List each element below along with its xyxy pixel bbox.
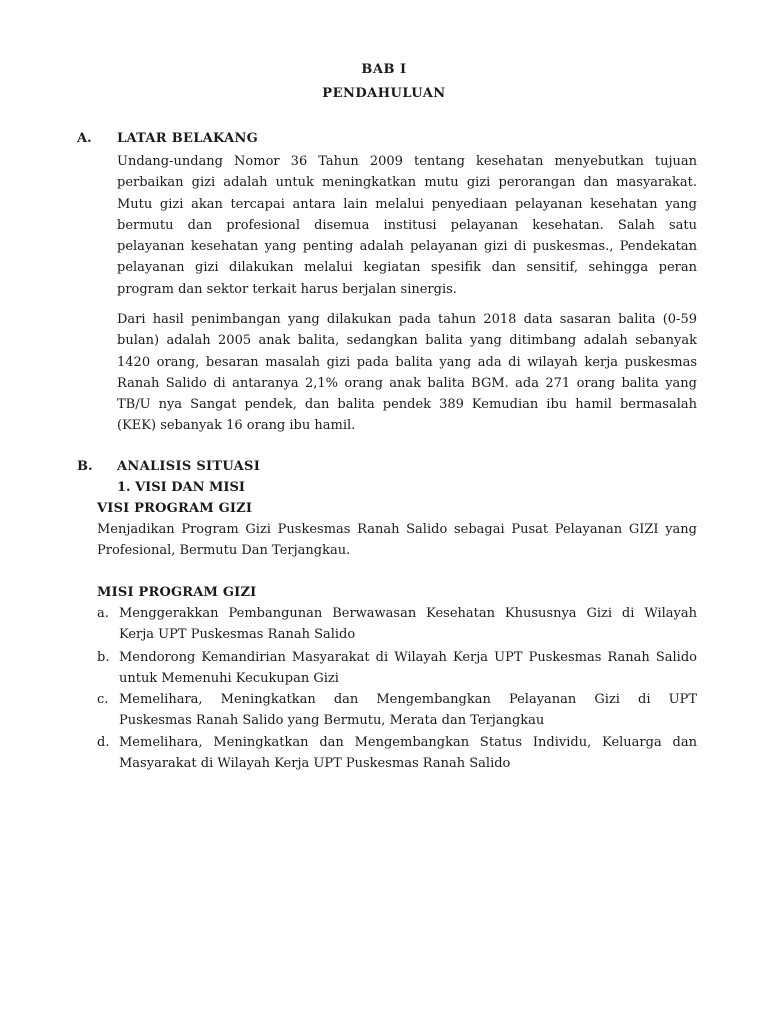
paragraph-line: program dan sektor terkait harus berjalan sinergis. <box>117 281 457 297</box>
visi-text <box>97 519 697 561</box>
misi-item-line: Menggerakkan Pembangunan Berwawasan Kesehatan Khususnya Gizi di Wilayah <box>119 606 697 621</box>
section-b-title: ANALISIS SITUASI <box>117 459 261 474</box>
misi-heading: MISI PROGRAM GIZI <box>97 585 257 600</box>
paragraph-line: 1420 orang, besaran masalah gizi pada balita yang ada di wilayah kerja puskesmas <box>117 354 697 370</box>
misi-item-label: d. <box>97 735 110 750</box>
misi-item-line: untuk Memenuhi Kecukupan Gizi <box>119 671 339 686</box>
visi-line: Profesional, Bermutu Dan Terjangkau. <box>97 543 351 558</box>
section-b-letter: B. <box>77 459 93 474</box>
visi-line: Menjadikan Program Gizi Puskesmas Ranah Salido sebagai Pusat Pelayanan GIZI yang <box>97 522 697 537</box>
misi-item-line: Memelihara, Meningkatkan dan Mengembangkan Status Individu, Keluarga dan <box>119 735 697 750</box>
misi-item-line: Puskesmas Ranah Salido yang Bermutu, Merata dan Terjangkau <box>119 713 545 728</box>
chapter-number: BAB I <box>361 62 407 77</box>
paragraph-line: pelayanan gizi dilakukan melalui kegiatan spesifik dan sensitif, sehingga peran <box>117 260 697 276</box>
paragraph-line: bulan) adalah 2005 anak balita, sedangkan balita yang ditimbang adalah sebanyak <box>117 333 697 349</box>
misi-item-line: Memelihara, Meningkatkan dan Mengembangkan Pelayanan Gizi di UPT <box>119 692 697 707</box>
misi-item-line: Masyarakat di Wilayah Kerja UPT Puskesmas Ranah Salido <box>119 756 511 771</box>
paragraph-line: Ranah Salido di antaranya 2,1% orang anak balita BGM. ada 271 orang balita yang <box>117 375 697 391</box>
misi-item-label: c. <box>97 692 109 707</box>
paragraph-line: pelayanan kesehatan yang penting adalah pelayanan gizi di puskesmas., Pendekatan <box>117 239 697 255</box>
section-a-title: LATAR BELAKANG <box>117 131 259 146</box>
section-a-paragraph-2 <box>117 309 697 437</box>
section-a-paragraph-1 <box>117 151 697 300</box>
paragraph-line: Dari hasil penimbangan yang dilakukan pada tahun 2018 data sasaran balita (0-59 <box>117 312 697 327</box>
paragraph-line: (KEK) sebanyak 16 orang ibu hamil. <box>117 418 356 434</box>
misi-item-line: Kerja UPT Puskesmas Ranah Salido <box>119 627 356 642</box>
misi-item-line: Mendorong Kemandirian Masyarakat di Wilayah Kerja UPT Puskesmas Ranah Salido <box>119 650 697 665</box>
chapter-title: PENDAHULUAN <box>322 86 446 101</box>
paragraph-line: Undang-undang Nomor 36 Tahun 2009 tentang kesehatan menyebutkan tujuan <box>117 154 697 169</box>
paragraph-line: perbaikan gizi adalah untuk meningkatkan mutu gizi perorangan dan masyarakat. <box>117 175 697 191</box>
section-a-letter: A. <box>77 131 92 146</box>
misi-item-label: a. <box>97 606 109 621</box>
subsection-title: 1. VISI DAN MISI <box>117 480 245 495</box>
visi-heading: VISI PROGRAM GIZI <box>97 501 253 516</box>
paragraph-line: Mutu gizi akan tercapai antara lain melalui penyediaan pelayanan kesehatan yang <box>117 196 697 212</box>
paragraph-line: TB/U nya Sangat pendek, dan balita pendek 389 Kemudian ibu hamil bermasalah <box>117 397 697 413</box>
misi-item-label: b. <box>97 650 110 665</box>
paragraph-line: bermutu dan profesional disemua institusi pelayanan kesehatan. Salah satu <box>117 217 697 233</box>
